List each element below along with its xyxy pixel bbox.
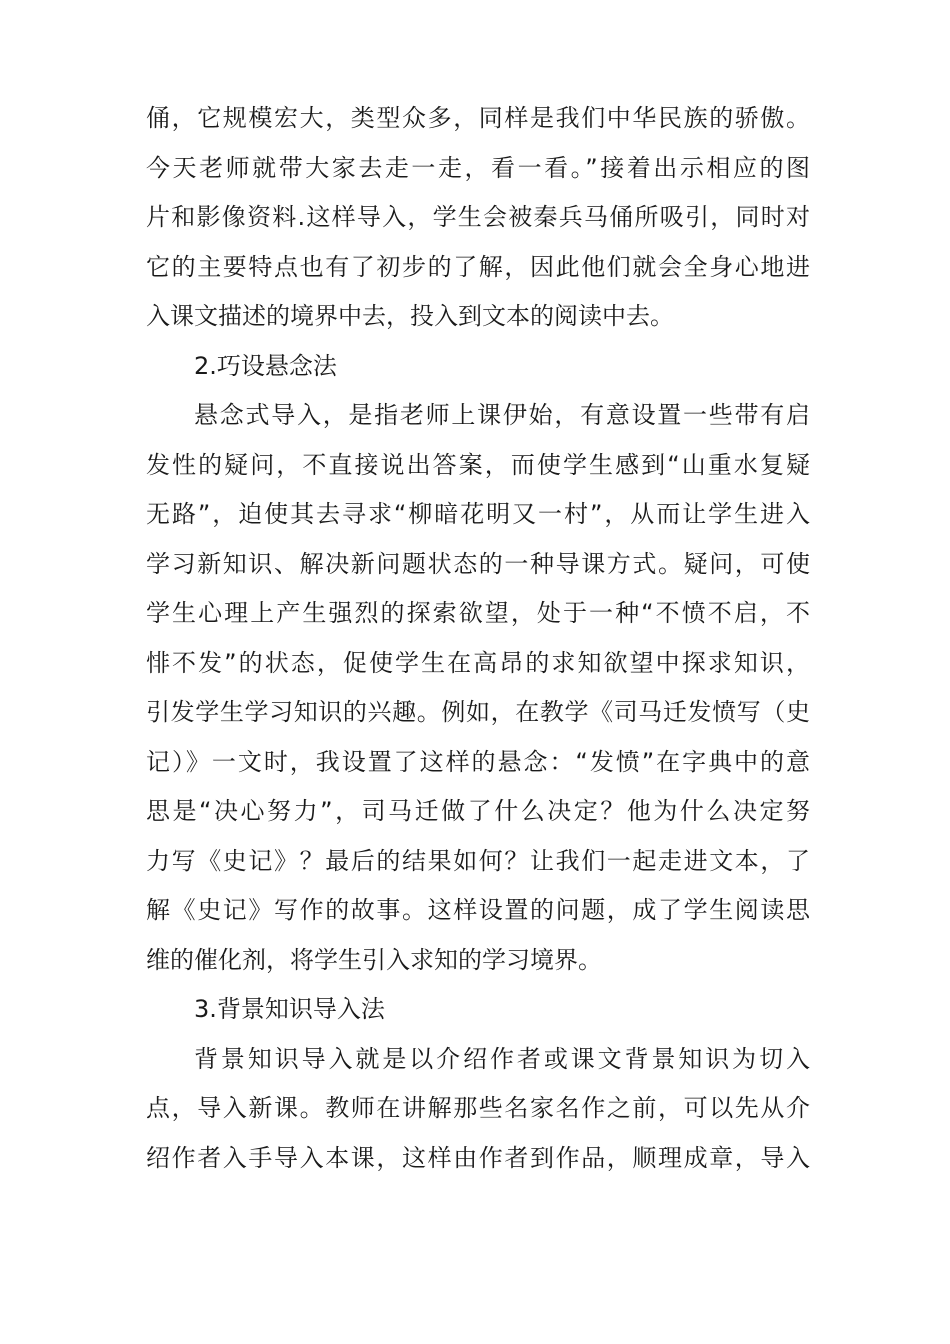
text-line: 解《史记》写作的故事。这样设置的问题，成了学生阅读思 xyxy=(146,896,810,924)
text-line: 发性的疑问，不直接说出答案，而使学生感到“山重水复疑 xyxy=(146,450,810,479)
text-line: 今天老师就带大家去走一走，看一看。”接着出示相应的图 xyxy=(146,153,810,182)
text-line: 俑，它规模宏大，类型众多，同样是我们中华民族的骄傲。 xyxy=(146,104,810,132)
document-body xyxy=(146,94,810,1183)
text-line: 引发学生学习知识的兴趣。例如，在教学《司马迁发愤写（史 xyxy=(146,698,810,726)
text-line: 学习新知识、解决新问题状态的一种导课方式。疑问，可使 xyxy=(146,549,810,578)
text-line: 入课文描述的境界中去，投入到文本的阅读中去。 xyxy=(146,302,674,330)
text-line: 3.背景知识导入法 xyxy=(194,995,385,1023)
text-line: 记）》一文时，我设置了这样的悬念：“发愤”在字典中的意 xyxy=(146,747,810,776)
text-line: 悱不发”的状态，促使学生在高昂的求知欲望中探求知识， xyxy=(146,648,810,677)
text-line: 背景知识导入就是以介绍作者或课文背景知识为切入 xyxy=(194,1044,810,1073)
text-line: 悬念式导入，是指老师上课伊始，有意设置一些带有启 xyxy=(194,401,810,429)
text-line: 片和影像资料.这样导入，学生会被秦兵马俑所吸引，同时对 xyxy=(146,203,810,231)
text-line: 无路”，迫使其去寻求“柳暗花明又一村”，从而让学生进入 xyxy=(146,500,810,528)
text-line: 思是“决心努力”，司马迁做了什么决定？他为什么决定努 xyxy=(146,797,810,825)
text-line: 力写《史记》？最后的结果如何？让我们一起走进文本，了 xyxy=(146,846,810,875)
text-line: 维的催化剂，将学生引入求知的学习境界。 xyxy=(146,945,602,974)
text-line: 绍作者入手导入本课，这样由作者到作品，顺理成章，导入 xyxy=(146,1143,810,1172)
text-line: 点，导入新课。教师在讲解那些名家名作之前，可以先从介 xyxy=(146,1094,810,1122)
text-line: 2.巧设悬念法 xyxy=(194,351,337,380)
text-line: 学生心理上产生强烈的探索欲望，处于一种“不愤不启，不 xyxy=(146,599,810,627)
text-line: 它的主要特点也有了初步的了解，因此他们就会全身心地进 xyxy=(146,252,810,281)
